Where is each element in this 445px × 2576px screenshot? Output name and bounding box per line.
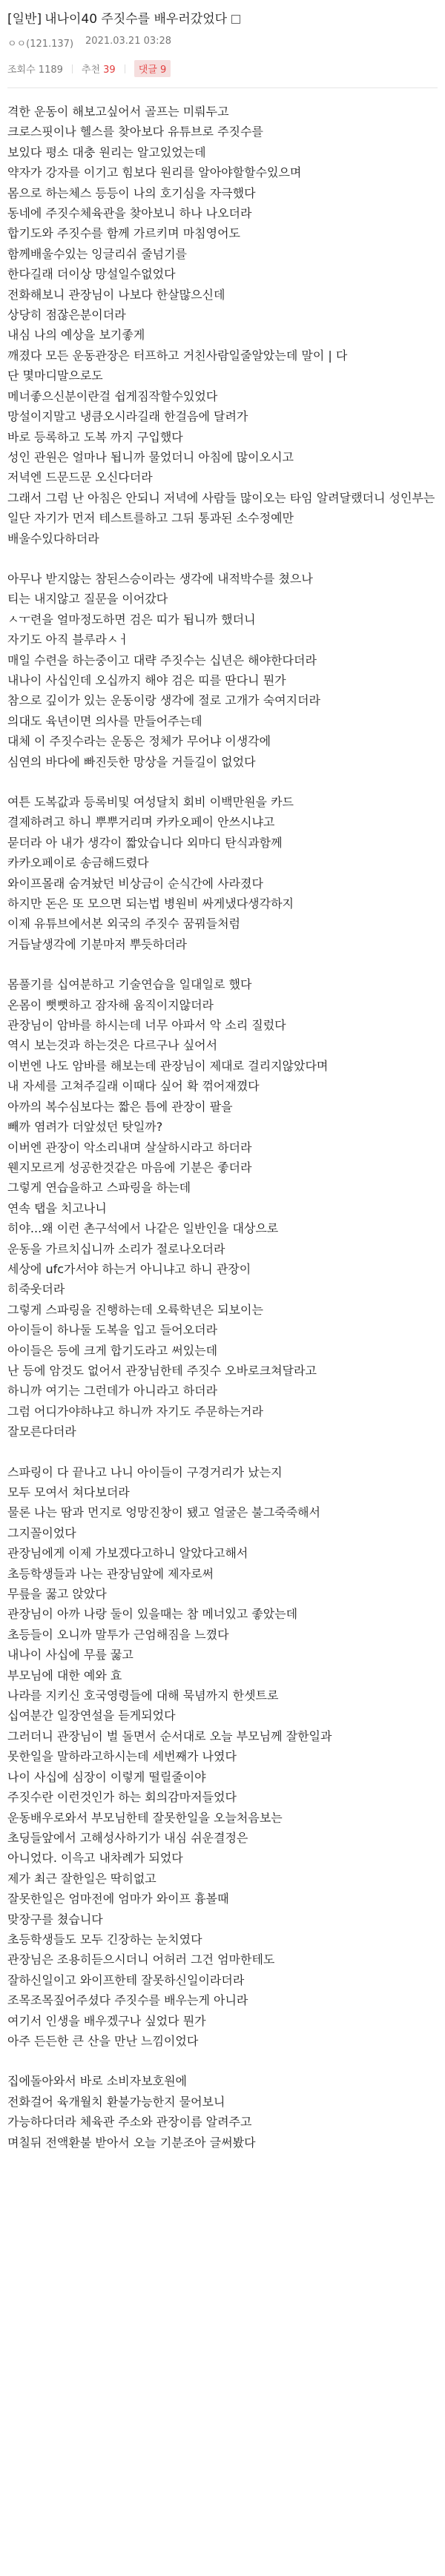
post-line: 크로스핏이나 헬스를 찾아보다 유튜브로 주짓수를 (7, 125, 263, 139)
post-line: 결제하려고 하니 뿌뿌거리며 카카오페이 안쓰시냐고 (7, 815, 275, 830)
post-line: 카카오페이로 송금해드렸다 (7, 856, 149, 871)
post-line: 관장님이 암바를 하시는데 너무 아파서 악 소리 질렀다 (7, 1018, 286, 1033)
post-line: 메너좋으신분이란걸 쉽게짐작할수있었다 (7, 389, 218, 403)
post-line: 참으로 깊이가 있는 운동이랑 생각에 절로 고개가 숙여지더라 (7, 693, 321, 708)
post-line: 못한일을 말하라고하시는데 세번째가 나였다 (7, 1749, 237, 1764)
post-line: 제가 최근 잘한일은 딱히없고 (7, 1871, 156, 1886)
post-line: 거듭날생각에 기분마저 뿌듯하더라 (7, 937, 188, 951)
post-line: 그래서 그럼 난 아침은 안되니 저녁에 사람들 많이오는 타임 알려달랬더니 성인부는 (7, 490, 435, 505)
post-paragraph (7, 974, 438, 1441)
post-line: 하지만 돈은 또 모으면 되는법 병원비 싸게냈다생각하지 (7, 896, 294, 911)
post-paragraph (7, 1462, 438, 2052)
post-line: 자기도 아직 블루라ㅅㅓ (7, 633, 130, 647)
post-line: 여기서 인생을 배우겠구나 싶었다 뭔가 (7, 2013, 206, 2028)
post-author[interactable]: ㅇㅇ(121.137) (7, 39, 74, 50)
post-line: 한다길래 더이상 망설일수없었다 (7, 267, 176, 282)
post-line: 아이들이 하나둘 도복을 입고 들어오더라 (7, 1323, 218, 1338)
post-line: 잘못한일은 엄마전에 엄마가 와이프 흉볼때 (7, 1892, 229, 1906)
post-line: 온몸이 뻣뻣하고 잠자해 움직이지않더라 (7, 997, 214, 1012)
post-line: 무릎을 꿇고 앉았다 (7, 1587, 107, 1602)
post-line: 모두 모여서 쳐다보더라 (7, 1485, 130, 1499)
post-line: 이번엔 나도 암바를 해보는데 관장님이 제대로 걸리지않았다며 (7, 1058, 329, 1073)
post-line: 관장님이 아까 나랑 둘이 있을때는 참 메너있고 좋았는데 (7, 1607, 298, 1622)
post-line: 히죽웃더라 (7, 1282, 65, 1297)
post-line: 관장님은 조용히듣으시더니 어허러 그건 엄마한테도 (7, 1952, 275, 1967)
post-line: 내심 나의 예상을 보기좋게 (7, 328, 145, 343)
post-line: 아까의 복수심보다는 짧은 틈에 관장이 팔을 (7, 1099, 233, 1114)
post-line: 몸으로 하는체스 등등이 나의 호기심을 자극했다 (7, 185, 256, 200)
bookmark-icon[interactable] (231, 15, 240, 24)
post-line: 역시 보는것과 하는것은 다르구나 싶어서 (7, 1038, 218, 1053)
post-line: 하니까 여기는 그런데가 아니라고 하더라 (7, 1384, 218, 1398)
post-title: 내나이40 주짓수를 배우러갔었다 (44, 12, 228, 27)
post-line: 주짓수란 이런것인가 하는 회의감마저들었다 (7, 1790, 237, 1805)
post-line: 성인 관원은 얼마나 됩니까 물었더니 아침에 많이오시고 (7, 449, 294, 464)
post-line: 여튼 도복값과 등록비및 여성달치 회비 이백만원을 카드 (7, 795, 294, 809)
post-line: 함께배울수있는 잉글리쉬 줄넘기를 (7, 246, 188, 261)
post-line: 초등학생들도 모두 긴장하는 눈치였다 (7, 1932, 202, 1946)
post-line: 망설이지말고 냉큼오시라길래 한걸음에 달려가 (7, 409, 248, 424)
post-line: 일단 자기가 먼저 테스트를하고 그뒤 통과된 소수정예만 (7, 511, 294, 526)
post-line: 그렇게 스파링을 진행하는데 오륙학년은 되보이는 (7, 1302, 263, 1317)
post-line: 웬지모르게 성공한것같은 마음에 기분은 좋더라 (7, 1160, 252, 1175)
post-line: 며칠뒤 전액환불 받아서 오늘 기분조아 글써봤다 (7, 2135, 256, 2150)
post-line: 매일 수련을 하는중이고 대략 주짓수는 십년은 해야한다더라 (7, 653, 317, 667)
post-body (0, 88, 445, 2182)
recommend-count (82, 62, 116, 76)
post-line: 그지꼴이었다 (7, 1525, 76, 1540)
recommend-label: 추천 (81, 65, 101, 76)
post-line: 합기도와 주짓수를 함께 가르키며 마침영어도 (7, 226, 241, 241)
post-line: 보있다 평소 대충 원리는 알고있었는데 (7, 145, 206, 159)
post-line: 초딩들앞에서 고해성사하기가 내심 쉬운결정은 (7, 1830, 248, 1845)
post-header (0, 0, 445, 88)
post-line: 운동배우로와서 부모님한테 잘못한일을 오늘처음보는 (7, 1810, 283, 1825)
post-line: 단 몇마디말으로도 (7, 369, 103, 383)
post-line: 의대도 육년이면 의사를 만들어주는데 (7, 713, 202, 728)
post-line: 바로 등록하고 도복 까지 구입했다 (7, 429, 183, 444)
post-line: 깨졌다 모든 운동관장은 터프하고 거친사람일줄알았는데 말이 | 다 (7, 348, 348, 363)
post-line: 그러더니 관장님이 벌 돌면서 순서대로 오늘 부모님께 잘한일과 (7, 1728, 332, 1743)
post-line: 난 등에 암것도 없어서 관장님한테 주짓수 오바로크쳐달라고 (7, 1363, 317, 1378)
post-line: 내 자세를 고쳐주길래 이때다 싶어 확 꺾어재꼈다 (7, 1079, 260, 1094)
views-count: 조회수 1189 (7, 65, 63, 76)
post-paragraph (7, 2071, 438, 2153)
post-line: 나이 사십에 심장이 이렇게 떨릴줄이야 (7, 1769, 206, 1784)
post-line: 십여분간 일장연설을 듣게되었다 (7, 1708, 176, 1723)
post-stats (7, 60, 438, 77)
post-line: 운동을 가르치십니까 소리가 절로나오더라 (7, 1241, 225, 1256)
post-line: 빼까 염려가 더앞섰던 탓일까? (7, 1120, 163, 1135)
post-line: 내나이 사십에 무릎 꿇고 (7, 1648, 134, 1662)
post-line: 관장님에게 이제 가보겠다고하니 알았다고해서 (7, 1546, 248, 1561)
post-line: 집에돌아와서 바로 소비자보호원에 (7, 2074, 188, 2089)
post-line: 초등들이 오니까 말투가 근엄해짐을 느꼈다 (7, 1627, 229, 1642)
post-line: 연속 탭을 치고나니 (7, 1201, 107, 1215)
post-category: [일반] (7, 12, 42, 27)
post-line: 물론 나는 땀과 먼지로 엉망진창이 됐고 얼굴은 불그죽죽해서 (7, 1505, 321, 1520)
post-line: 전화해보니 관장님이 나보다 한살많으신데 (7, 287, 225, 302)
post-line: 조목조목짚어주셨다 주짓수를 배우는게 아니라 (7, 1993, 248, 2008)
post-line: 잘모른다더라 (7, 1424, 76, 1439)
post-line: 맞장구를 쳤습니다 (7, 1912, 103, 1926)
post-line: 아니었다. 이윽고 내차례가 되었다 (7, 1851, 183, 1866)
post-line: 티는 내지않고 질문을 이어갔다 (7, 592, 168, 607)
post-line: 가능하다더라 체육관 주소와 관장이름 알려주고 (7, 2115, 252, 2130)
post-line: 세상에 ufc가서야 하는거 아니냐고 하니 관장이 (7, 1261, 251, 1276)
post-line: 격한 운동이 해보고싶어서 골프는 미뤄두고 (7, 105, 229, 119)
post-paragraph (7, 102, 438, 549)
comments-link[interactable] (134, 60, 171, 77)
post-line: ㅅㅜ련을 얼마정도하면 검은 띠가 됩니까 했더니 (7, 612, 256, 627)
comments-number: 9 (159, 65, 167, 76)
post-line: 와이프몰래 숨겨놨던 비상금이 순식간에 사라졌다 (7, 876, 263, 891)
stats-divider (72, 65, 73, 73)
post-line: 대체 이 주짓수라는 운동은 정체가 무어냐 이생각에 (7, 734, 271, 749)
post-line: 잘하신일이고 와이프한테 잘못하신일이라더라 (7, 1972, 245, 1987)
post-line: 아이들은 등에 크게 합기도라고 써있는데 (7, 1343, 218, 1358)
post-line: 초등학생들과 나는 관장님앞에 제자로써 (7, 1566, 214, 1581)
post-line: 이제 유튜브에서본 외국의 주짓수 꿈꿔들처럼 (7, 917, 241, 931)
post-title-row (7, 10, 438, 28)
post-line: 아무나 받지않는 참된스승이라는 생각에 내적박수를 쳤으나 (7, 571, 313, 586)
post-line: 그럼 어디가야하냐고 하니까 자기도 주문하는거라 (7, 1404, 263, 1419)
post-line: 아주 든든한 큰 산을 만난 느낌이었다 (7, 2033, 199, 2048)
comments-label: 댓글 (138, 65, 157, 76)
post-line: 심연의 바다에 빠진듯한 망상을 거들길이 없었다 (7, 754, 256, 769)
post-line: 동네에 주짓수체육관을 찾아보니 하나 나오더라 (7, 206, 252, 221)
post-line: 이버엔 관장이 악소리내며 살살하시라고 하더라 (7, 1140, 252, 1155)
post-line: 배울수있다하더라 (7, 531, 99, 546)
post-line: 내나이 사십인데 오십까지 해야 검은 띠를 딴다니 뭔가 (7, 673, 286, 687)
post-datetime: 2021.03.21 03:28 (85, 36, 172, 47)
post-paragraph (7, 569, 438, 772)
post-line: 나라를 지키신 호국영령들에 대해 묵념까지 한셋트로 (7, 1688, 279, 1703)
post-line: 약자가 강자를 이기고 힘보다 원리를 알아야할할수있으며 (7, 165, 302, 180)
post-line: 전화걸어 육개월치 환불가능한지 물어보니 (7, 2094, 225, 2109)
post-line: 상당히 점잖은분이더라 (7, 308, 126, 323)
recommend-number: 39 (103, 65, 116, 76)
post-paragraph (7, 792, 438, 954)
post-line: 묻더라 아 내가 생각이 짧았습니다 외마디 탄식과함께 (7, 835, 283, 850)
post-line: 몸풀기를 십여분하고 기술연습을 일대일로 했다 (7, 977, 252, 992)
post-line: 그렇게 연습을하고 스파링을 하는데 (7, 1180, 191, 1195)
post-meta (7, 36, 438, 50)
post-line: 저녁엔 드문드문 오신다더라 (7, 470, 153, 485)
post-line: 부모님에 대한 예와 효 (7, 1668, 122, 1682)
post-line: 스파링이 다 끝나고 나니 아이들이 구경거리가 났는지 (7, 1464, 283, 1479)
post-line: 히야...왜 이런 촌구석에서 나같은 일반인을 대상으로 (7, 1221, 279, 1236)
